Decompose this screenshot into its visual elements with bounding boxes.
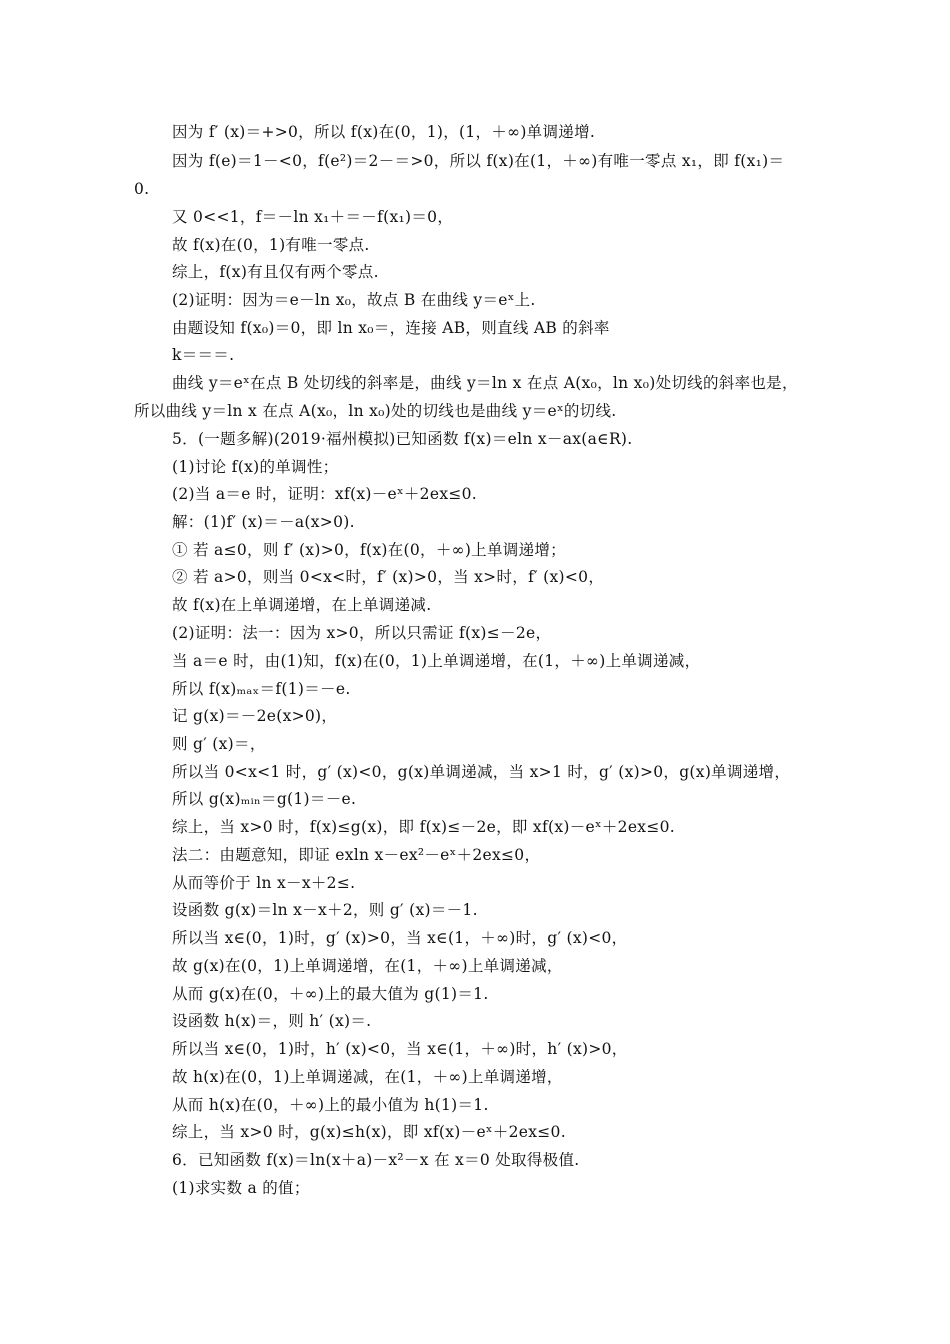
text-line: 从而等价于 ln x－x＋2≤. <box>172 874 356 892</box>
text-line: 故 f(x)在上单调递增，在上单调递减. <box>172 596 432 614</box>
text-line: 所以 g(x)ₘᵢₙ＝g(1)＝－e. <box>172 790 357 808</box>
text-line: k＝＝＝. <box>172 346 235 364</box>
text-line: 设函数 h(x)＝，则 h′ (x)＝. <box>172 1012 372 1030</box>
text-line: 因为 f(e)＝1－<0，f(e²)＝2－＝>0，所以 f(x)在(1，＋∞)有唯一零点 x₁，即 f(x₁)＝ <box>172 152 785 170</box>
text-line: 故 h(x)在(0，1)上单调递减，在(1，＋∞)上单调递增， <box>172 1068 563 1086</box>
text-line: 由题设知 f(x₀)＝0，即 ln x₀＝，连接 AB，则直线 AB 的斜率 <box>172 319 610 337</box>
text-line: 所以当 0<x<1 时，g′ (x)<0，g(x)单调递减，当 x>1 时，g′ (x)>0，g(x)单调递增， <box>172 763 791 781</box>
text-line: 所以当 x∈(0，1)时，g′ (x)>0，当 x∈(1，＋∞)时，g′ (x)<0， <box>172 929 628 947</box>
text-line: 法二：由题意知，即证 exln x－ex²－eˣ＋2ex≤0， <box>172 846 541 864</box>
text-line: (2)证明：法一：因为 x>0，所以只需证 f(x)≤－2e， <box>172 624 552 642</box>
text-line: 所以当 x∈(0，1)时，h′ (x)<0，当 x∈(1，＋∞)时，h′ (x)>0， <box>172 1040 628 1058</box>
text-line: 曲线 y＝eˣ在点 B 处切线的斜率是，曲线 y＝ln x 在点 A(x₀，ln x₀)处切线的斜率也是， <box>172 374 798 392</box>
text-line: 0. <box>134 180 150 198</box>
text-line: 设函数 g(x)＝ln x－x＋2，则 g′ (x)＝－1. <box>172 901 478 919</box>
text-line: (2)当 a＝e 时，证明：xf(x)－eˣ＋2ex≤0. <box>172 485 478 503</box>
text-line: 记 g(x)＝－2e(x>0)， <box>172 707 338 725</box>
text-line: 所以曲线 y＝ln x 在点 A(x₀，ln x₀)处的切线也是曲线 y＝eˣ的切线. <box>134 402 617 420</box>
text-line: 当 a＝e 时，由(1)知，f(x)在(0，1)上单调递增，在(1，＋∞)上单调递减， <box>172 652 701 670</box>
text-line: 所以 f(x)ₘₐₓ＝f(1)＝－e. <box>172 680 351 698</box>
text-line: 从而 g(x)在(0，＋∞)上的最大值为 g(1)＝1. <box>172 985 489 1003</box>
text-line: ② 若 a>0，则当 0<x<时，f′ (x)>0，当 x>时，f′ (x)<0， <box>172 568 605 586</box>
text-line: 因为 f′ (x)＝+>0，所以 f(x)在(0，1)，(1，＋∞)单调递增. <box>172 123 596 141</box>
text-line: 从而 h(x)在(0，＋∞)上的最小值为 h(1)＝1. <box>172 1096 489 1114</box>
text-line: 则 g′ (x)＝， <box>172 735 266 753</box>
text-line: 综上，当 x>0 时，f(x)≤g(x)，即 f(x)≤－2e，即 xf(x)－eˣ＋2ex≤0. <box>172 818 676 836</box>
text-line: 综上，当 x>0 时，g(x)≤h(x)，即 xf(x)－eˣ＋2ex≤0. <box>172 1123 566 1141</box>
text-line: 故 f(x)在(0，1)有唯一零点. <box>172 236 370 254</box>
text-line: (1)讨论 f(x)的单调性； <box>172 458 339 476</box>
text-line: 6．已知函数 f(x)＝ln(x＋a)－x²－x 在 x＝0 处取得极值. <box>172 1151 580 1169</box>
text-line: 综上，f(x)有且仅有两个零点. <box>172 263 379 281</box>
text-line: 解：(1)f′ (x)＝－a(x>0). <box>172 513 355 531</box>
text-line: 5．(一题多解)(2019·福州模拟)已知函数 f(x)＝eln x－ax(a∈R). <box>172 430 633 448</box>
text-line: (2)证明：因为＝e－ln x₀，故点 B 在曲线 y＝eˣ上. <box>172 291 536 309</box>
text-line: ① 若 a≤0，则 f′ (x)>0，f(x)在(0，＋∞)上单调递增； <box>172 541 566 559</box>
text-line: (1)求实数 a 的值； <box>172 1179 310 1197</box>
text-line: 又 0<<1，f＝－ln x₁＋＝－f(x₁)＝0， <box>172 208 454 226</box>
text-line: 故 g(x)在(0，1)上单调递增，在(1，＋∞)上单调递减， <box>172 957 563 975</box>
